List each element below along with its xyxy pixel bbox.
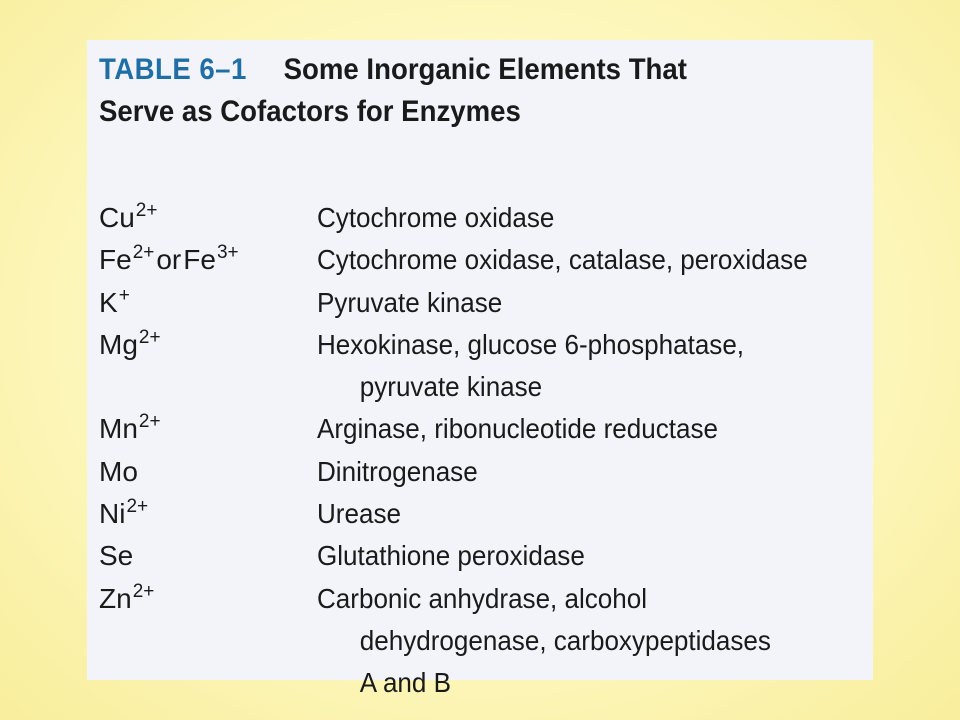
table-row xyxy=(99,408,869,450)
element-charge: 2+ xyxy=(132,580,155,602)
cofactor-list xyxy=(99,197,869,705)
element-cell xyxy=(99,408,317,450)
element-symbol: Se xyxy=(99,540,134,572)
element-symbol: K xyxy=(99,286,118,318)
enzyme-cell xyxy=(317,493,830,535)
table-row xyxy=(99,239,869,281)
element-or: or xyxy=(156,244,182,276)
element-charge: 2+ xyxy=(126,496,149,518)
enzyme-line: Arginase, ribonucleotide reductase xyxy=(317,413,718,445)
element-symbol: Fe xyxy=(99,244,132,276)
element-charge: 2+ xyxy=(132,242,155,264)
element-charge-alt: 3+ xyxy=(216,242,239,264)
enzyme-line: Urease xyxy=(317,498,401,530)
table-row xyxy=(99,197,869,239)
enzyme-line: Cytochrome oxidase, catalase, peroxidase xyxy=(317,244,808,276)
element-symbol: Mn xyxy=(99,413,138,445)
element-symbol: Ni xyxy=(99,498,126,530)
title-line-2: Serve as Cofactors for Enzymes xyxy=(99,95,521,128)
table-row xyxy=(99,493,869,535)
element-symbol: Cu xyxy=(99,202,135,233)
enzyme-cell xyxy=(317,324,830,409)
enzyme-cell xyxy=(317,239,830,281)
element-cell xyxy=(99,493,317,535)
enzyme-cell xyxy=(317,408,830,450)
table-row xyxy=(99,451,869,493)
table-label: TABLE 6–1 xyxy=(99,53,247,86)
enzyme-cell xyxy=(317,282,830,324)
element-charge: 2+ xyxy=(135,200,158,221)
enzyme-line: Cytochrome oxidase xyxy=(317,202,555,233)
enzyme-cell xyxy=(317,535,830,577)
element-cell xyxy=(99,578,317,705)
enzyme-cell xyxy=(317,197,830,239)
enzyme-line: Glutathione peroxidase xyxy=(317,540,585,572)
table-panel xyxy=(87,40,873,699)
table-row xyxy=(99,578,869,705)
enzyme-cell xyxy=(317,451,830,493)
element-charge: + xyxy=(118,284,130,306)
enzyme-line: dehydrogenase, carboxypeptidases xyxy=(359,624,771,656)
element-cell xyxy=(99,451,317,493)
enzyme-line: pyruvate kinase xyxy=(359,371,543,403)
element-cell xyxy=(99,282,317,324)
element-symbol-alt: Fe xyxy=(183,244,216,276)
enzyme-line: A and B xyxy=(359,667,452,699)
title-line-1: Some Inorganic Elements That xyxy=(283,53,687,86)
element-cell xyxy=(99,324,317,409)
element-charge: 2+ xyxy=(138,326,161,348)
element-cell xyxy=(99,535,317,577)
enzyme-cell xyxy=(317,578,830,705)
table-row xyxy=(99,324,869,409)
element-symbol: Mg xyxy=(99,328,138,360)
enzyme-line: Carbonic anhydrase, alcohol xyxy=(317,582,648,614)
table-row xyxy=(99,535,869,577)
table-title xyxy=(99,49,687,133)
element-cell xyxy=(99,197,317,239)
element-symbol: Zn xyxy=(99,582,132,614)
element-symbol: Mo xyxy=(99,455,138,487)
enzyme-line: Hexokinase, glucose 6-phosphatase, xyxy=(317,328,745,360)
enzyme-line: Pyruvate kinase xyxy=(317,286,503,318)
element-cell xyxy=(99,239,317,281)
element-charge: 2+ xyxy=(138,411,161,433)
table-row xyxy=(99,282,869,324)
enzyme-line: Dinitrogenase xyxy=(317,455,478,487)
